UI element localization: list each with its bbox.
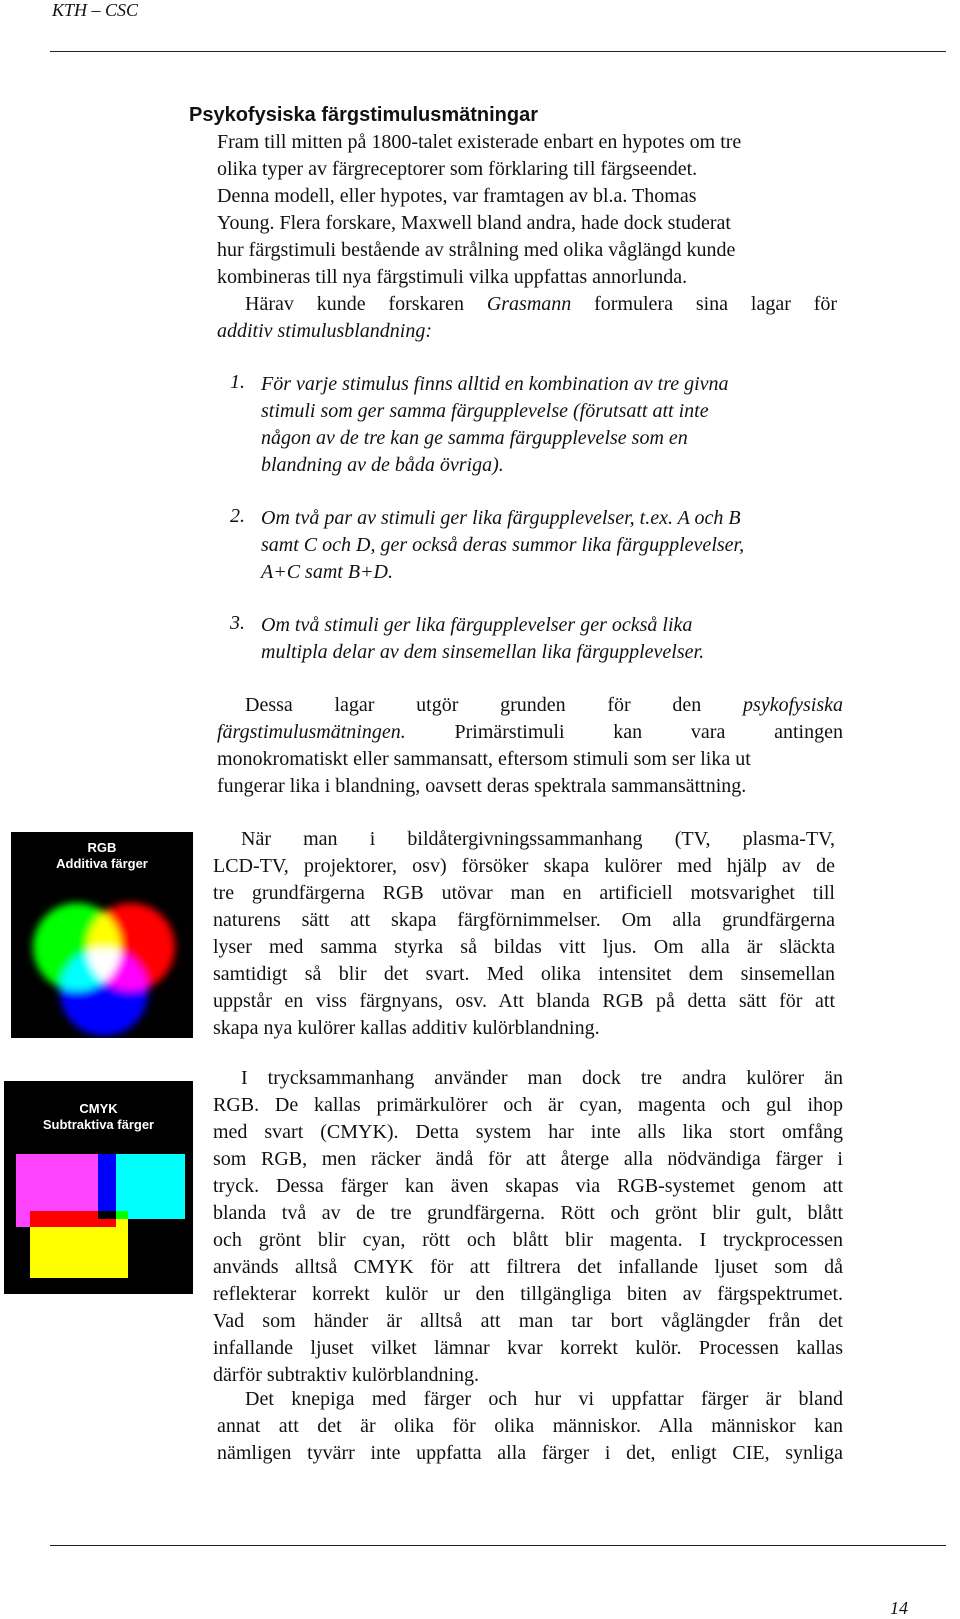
cmyk-line: med svart (CMYK). Detta system har inte alls lika stort omfång [213, 1121, 843, 1143]
intro-line: olika typer av färgreceptorer som förklaring till färgseendet. [217, 158, 698, 180]
law-number: 2. [230, 505, 245, 527]
law-item [261, 612, 836, 666]
intro-line: Fram till mitten på 1800-talet existerade enbart en hypotes om tre [217, 131, 742, 153]
rgb-line: samtidigt så blir det svart. Med olika intensitet dem sinsemellan [213, 963, 835, 985]
grasmann-name: Grasmann [486, 293, 572, 315]
foundation-italic: psykofysiska [743, 694, 844, 716]
rgb-paragraph [213, 826, 835, 1042]
cmyk-subtractive-figure [4, 1081, 193, 1294]
law-number: 3. [230, 612, 245, 634]
rgb-line: naturens sätt att skapa färgförnimmelser. Om alla grundfärgerna [213, 909, 835, 931]
intro-line: Denna modell, eller hypotes, var framtagen av bl.a. Thomas [217, 185, 697, 207]
rgb-line: uppstår en viss färgnyans, osv. Att blanda RGB på detta sätt för att [213, 990, 835, 1012]
law-line: multipla delar av dem sinsemellan lika färgupplevelser. [261, 641, 705, 663]
cmyk-line: reflekterar korrekt kulör ur den tillgängliga biten av färgspektrumet. [213, 1283, 843, 1305]
cmyk-figure-title-line2: Subtraktiva färger [42, 1117, 155, 1132]
cmyk-line: blanda två av de tre grundfärgerna. Rött och grönt blir gult, blått [213, 1202, 843, 1224]
law-line: någon av de tre kan ge samma färgupplevelse som en [261, 427, 688, 449]
law-number: 1. [230, 371, 245, 393]
grasmann-line2: additiv stimulusblandning: [217, 320, 432, 342]
law-item [261, 371, 836, 479]
running-header: KTH – CSC [52, 0, 139, 20]
foundation-italic-2: färgstimulusmätningen. [217, 721, 406, 743]
foundation-post: Primärstimuli kan vara antingen [454, 721, 843, 743]
grasmann-pre: Härav kunde forskaren [245, 293, 464, 315]
rgb-line: tre grundfärgerna RGB utövar man en artificiell motsvarighet till [213, 882, 835, 904]
final-line: Det knepiga med färger och hur vi uppfattar färger är bland [245, 1388, 843, 1410]
final-paragraph [217, 1386, 843, 1467]
footer-rule [50, 1545, 946, 1546]
cmyk-squares-graphic [4, 1081, 193, 1294]
rgb-line: LCD-TV, projektorer, osv) försöker skapa kulörer med hjälp av de [213, 855, 835, 877]
rgb-additive-figure [11, 832, 193, 1038]
law-line: A+C samt B+D. [261, 561, 393, 583]
foundation-pre: Dessa lagar utgör grunden för den [245, 694, 702, 716]
foundation-line: fungerar lika i blandning, oavsett deras spektrala sammansättning. [217, 775, 747, 797]
law-line: samt C och D, ger också deras summor lika färgupplevelser, [261, 534, 745, 556]
final-line: nämligen tyvärr inte uppfatta alla färger i det, enligt CIE, synliga [217, 1442, 843, 1464]
section-heading: Psykofysiska färgstimulusmätningar [189, 104, 539, 126]
cmyk-line: tryck. Dessa färger kan även skapas via RGB-systemet genom att [213, 1175, 843, 1197]
law-line: För varje stimulus finns alltid en kombination av tre givna [261, 373, 729, 395]
rgb-circles-graphic [11, 832, 193, 1038]
law-line: stimuli som ger samma färgupplevelse (förutsatt att inte [261, 400, 709, 422]
cmyk-line: som RGB, men räcker ändå för att återge alla nödvändiga färger i [213, 1148, 843, 1170]
rgb-line: skapa nya kulörer kallas additiv kulörblandning. [213, 1017, 600, 1039]
foundation-paragraph [217, 692, 843, 800]
cmyk-paragraph [213, 1065, 843, 1389]
page-number: 14 [890, 1598, 908, 1618]
law-line: Om två stimuli ger lika färgupplevelser ger också lika [261, 614, 693, 636]
grasmann-post: formulera sina lagar för [594, 293, 838, 315]
cmyk-line: används alltså CMYK för att filtrera det infallande ljuset som då [213, 1256, 843, 1278]
cmyk-line: I trycksammanhang använder man dock tre andra kulörer än [241, 1067, 843, 1089]
cmyk-line: Vad som händer är alltså att man tar bort våglängder från det [213, 1310, 843, 1332]
cmyk-line: och grönt blir cyan, rött och blått blir magenta. I tryckprocessen [213, 1229, 843, 1251]
law-item [261, 505, 836, 586]
cmyk-line: därför subtraktiv kulörblandning. [213, 1364, 480, 1386]
final-line: annat att det är olika för olika människor. Alla människor kan [217, 1415, 843, 1437]
header-rule [50, 51, 946, 52]
rgb-figure-title-line1: RGB [87, 840, 117, 855]
rgb-line: När man i bildåtergivningssammanhang (TV, plasma-TV, [241, 828, 835, 850]
cmyk-figure-title-line1: CMYK [79, 1101, 118, 1116]
intro-line: hur färgstimuli bestående av strålning med olika våglängd kunde [217, 239, 736, 261]
rgb-line: lyser med samma styrka så bildas vitt ljus. Om alla är släckta [213, 936, 835, 958]
law-line: Om två par av stimuli ger lika färgupplevelser, t.ex. A och B [261, 507, 741, 529]
cmyk-line: infallande ljuset vilket lämnar kvar korrekt kulör. Processen kallas [213, 1337, 843, 1359]
intro-line: kombineras till nya färgstimuli vilka uppfattas annorlunda. [217, 266, 688, 288]
foundation-line: monokromatiskt eller sammansatt, eftersom stimuli som ser lika ut [217, 748, 751, 770]
intro-line: Young. Flera forskare, Maxwell bland andra, hade dock studerat [217, 212, 731, 234]
intro-paragraph [217, 129, 837, 291]
law-line: blandning av de båda övriga). [261, 454, 504, 476]
cmyk-line: RGB. De kallas primärkulörer och är cyan, magenta och gul ihop [213, 1094, 843, 1116]
rgb-figure-title-line2: Additiva färger [56, 856, 148, 871]
grasmann-paragraph [217, 291, 837, 345]
